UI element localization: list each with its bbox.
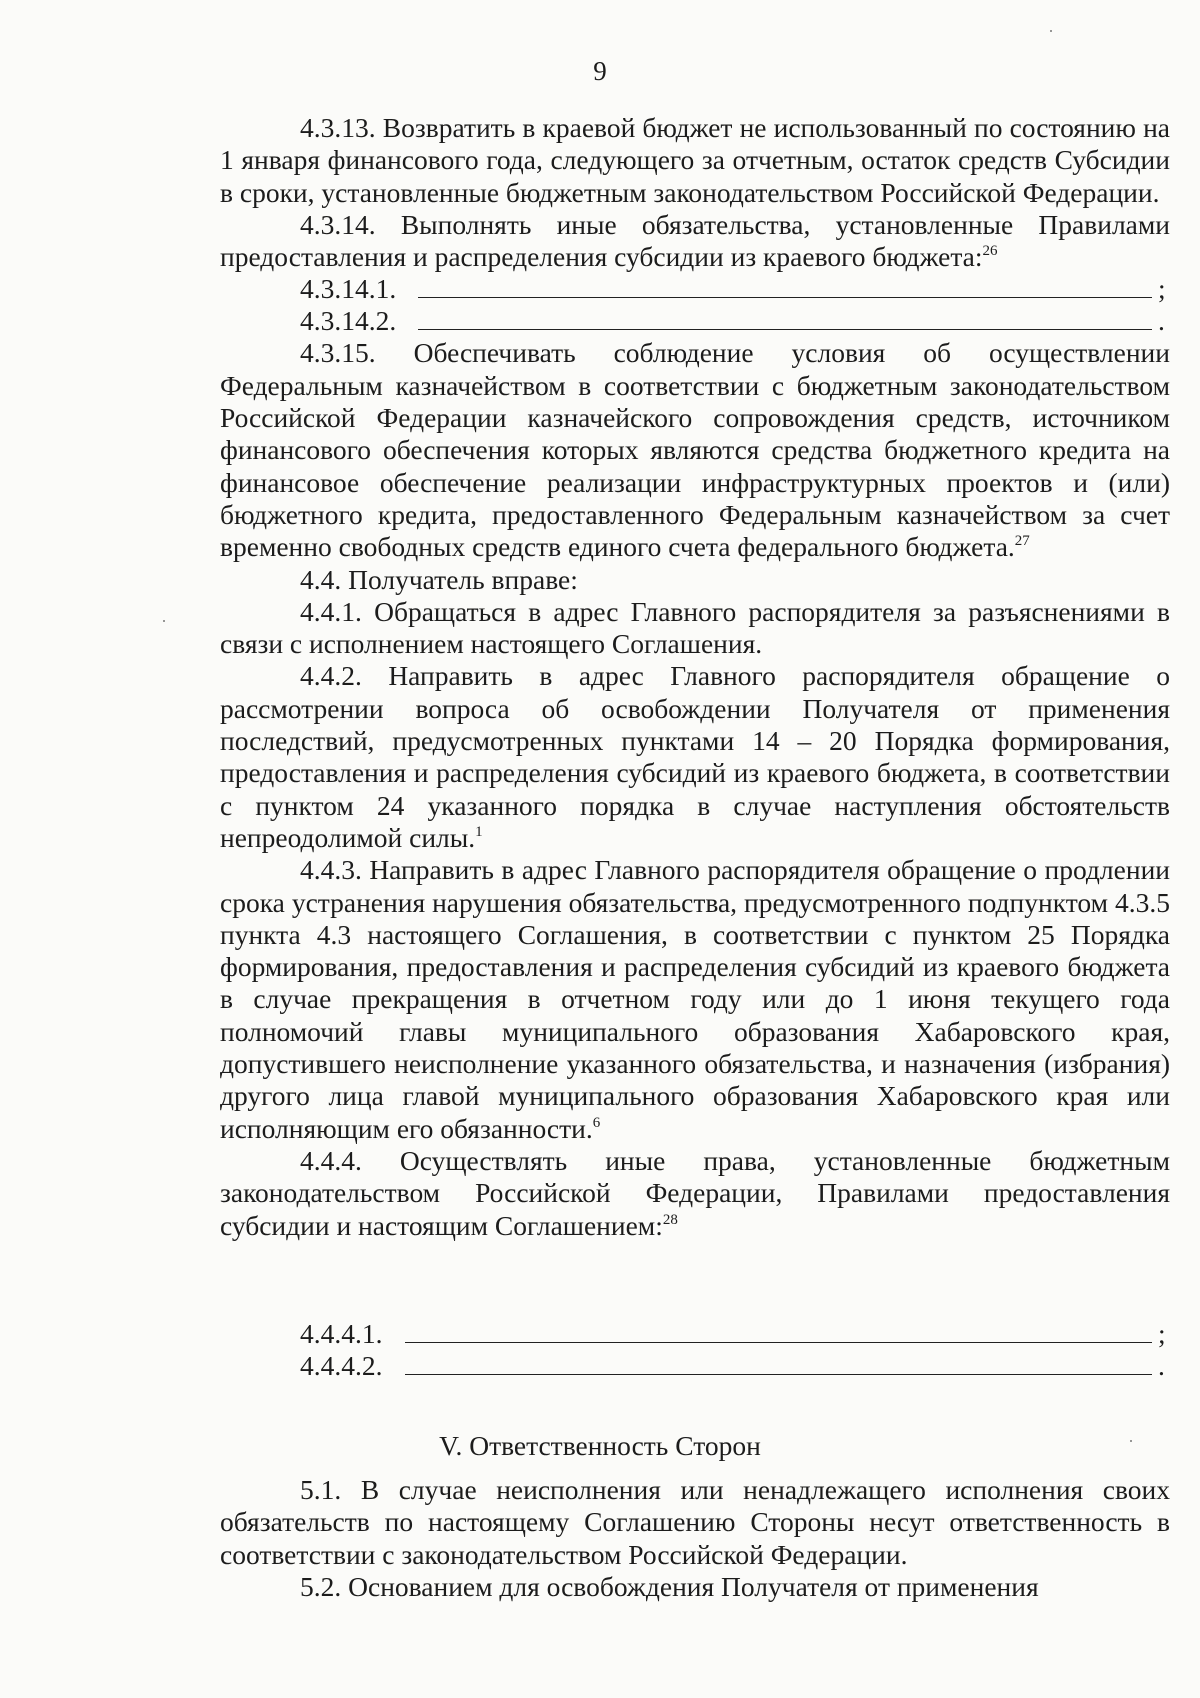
fill-lines-4-4-4 <box>220 1318 1170 1382</box>
clause-4-4-3: 4.4.3. Направить в адрес Главного распорядителя обращение о продлении срока устранения нарушения обязательства, предусмотренного подпунктом 4.3.5 пункта 4.3 настоящего Соглашения, в соответствии с пунктом 25 Порядка формирования, предоставления и распределения субсидий из краевого бюджета в случае прекращения в отчетном году или до 1 июня текущего года полномочий главы муниципального образования Хабаровского края, допустившего неисполнение указанного обязательства, и назначения (избрания) другого лица главой муниципального образования Хабаровского края или исполняющим его обязанности.$^6$ <box>220 854 1170 1144</box>
fill-line-4-3-14-2[interactable]: 4.3.14.2. . <box>300 305 1165 337</box>
clause-4-4-2: 4.4.2. Направить в адрес Главного распорядителя обращение о рассмотрении вопроса об освобождении Получателя от применения последствий, предусмотренных пунктами 14 – 20 Порядка формирования, предоставления и распределения субсидий из краевого бюджета, в соответствии с пунктом 24 указанного порядка в случае наступления обстоятельств непреодолимой силы.$^1$ <box>220 660 1170 853</box>
clause-5-2: 5.2. Основанием для освобождения Получателя от применения <box>300 1570 1039 1602</box>
clause-5-1: 5.1. В случае неисполнения или ненадлежащего исполнения своих обязательств по настоящему Соглашению Стороны несут ответственность в соответствии с законодательством Российской Федерации. <box>220 1474 1170 1570</box>
section-title: V. Ответственность Сторон <box>439 1430 761 1461</box>
clauses-4-3 <box>220 112 1170 1242</box>
footnote-ref: 26 <box>982 243 998 260</box>
clause-4-4-1: 4.4.1. Обращаться в адрес Главного распорядителя за разъяснениями в связи с исполнением настоящего Соглашения. <box>220 595 1170 660</box>
blank-line <box>418 328 1152 330</box>
blank-line <box>405 1373 1153 1375</box>
clause-4-3-13: 4.3.13. Возвратить в краевой бюджет не использованный по состоянию на 1 января финансового года, следующего за отчетным, остаток средств Субсидии в сроки, установленные бюджетным законодательством Российской Федерации. <box>220 112 1170 208</box>
scan-speck <box>163 620 165 622</box>
blank-line <box>405 1341 1153 1343</box>
clause-4-4-4: 4.4.4. Осуществлять иные права, установленные бюджетным законодательством Российской Федерации, Правилами предоставления субсидии и настоящим Соглашением:$^{28}$ <box>220 1144 1170 1241</box>
clause-4-3-15: 4.3.15. Обеспечивать соблюдение условия об осуществлении Федеральным казначейством в соответствии с бюджетным законодательством Российской Федерации казначейского сопровождения средств, источником финансового обеспечения которых являются средства бюджетного кредита на финансовое обеспечение реализации инфраструктурных проектов и (или) бюджетного кредита, предоставленного Федеральным казначейством за счет временно свободных средств единого счета федерального бюджета.$^{27}$ <box>220 337 1170 563</box>
footnote-ref: 1 <box>475 823 483 840</box>
clauses-5 <box>220 1474 1170 1603</box>
footnote-ref: 27 <box>1014 533 1030 550</box>
fill-line-4-4-4-2[interactable]: 4.4.4.2. . <box>300 1349 1165 1381</box>
clause-4-3-14: 4.3.14. Выполнять иные обязательства, установленные Правилами предоставления и распределения субсидии из краевого бюджета:$^{26}$ <box>220 208 1170 273</box>
clause-4-4: 4.4. Получатель вправе: <box>300 563 578 595</box>
footnote-ref: 28 <box>662 1211 678 1228</box>
scan-speck <box>1050 30 1052 32</box>
blank-line <box>418 296 1152 298</box>
fill-line-4-3-14-1[interactable]: 4.3.14.1. ; <box>300 273 1166 305</box>
footnote-ref: 6 <box>592 1114 601 1131</box>
fill-line-4-4-4-1[interactable]: 4.4.4.1. ; <box>300 1317 1166 1349</box>
scan-speck <box>1130 1440 1132 1442</box>
page-number: 9 <box>593 56 607 86</box>
